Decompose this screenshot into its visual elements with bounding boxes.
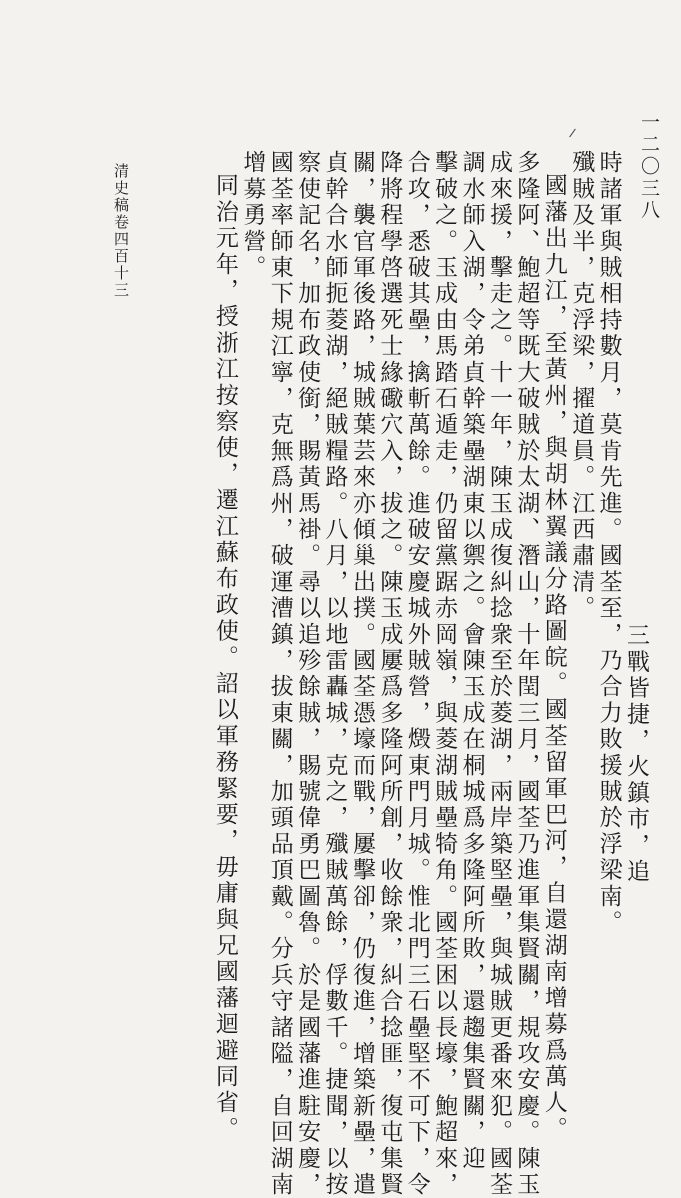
text-column: 成來援，擊走之。十一年，陳玉成復糾捻衆至於菱湖，兩岸築堅壘，與城賊更番來犯。國荃 bbox=[485, 150, 512, 1198]
text-column: 國荃率師東下規江寧，克無爲州，破運漕鎮，拔東關，加頭品頂戴。分兵守諸隘，自回湖南 bbox=[266, 150, 293, 1198]
text-column: 擊破之。玉成由馬踏石遁走，仍留黨踞赤岡嶺，與菱湖賊壘犄角。國荃困以長壕，鮑超來， bbox=[431, 150, 458, 1198]
text-column: 察使記名，加布政使銜，賜黃馬褂。尋以追殄餘賊，賜號偉勇巴圖魯。於是國藩進駐安慶， bbox=[294, 150, 321, 1198]
text-column: 調水師入湖，令弟貞幹築壘湖東以禦之。會陳玉成在桐城爲多隆阿所敗，還趨集賢關，迎 bbox=[458, 150, 485, 1172]
text-column: 時諸軍與賊相持數月，莫肯先進。國荃至，乃合力敗援賊於浮梁南。 bbox=[595, 150, 622, 936]
text-column: 多隆阿、鮑超等既大破賊於太湖、潛山，十年閏三月，國荃乃進軍集賢關，規攻安慶。陳玉 bbox=[513, 150, 540, 1198]
text-column: 貞幹合水師扼菱湖，絕賊糧路。八月，以地雷轟城，克之，殲賊萬餘，俘數千。捷聞，以按 bbox=[321, 150, 348, 1198]
ink-mark bbox=[569, 129, 576, 138]
text-column: 同治元年，授浙江按察使，遷江蘇布政使。詔以軍務緊要，毋庸與兄國藩迴避同省。 bbox=[211, 173, 238, 1143]
text-column: 殲賊及半，克浮梁，擢道員。江西肅清。 bbox=[568, 150, 595, 622]
text-column: 國藩出九江，至黃州，與胡林翼議分路圖皖。國荃留軍巴河，自還湖南增募爲萬人。 bbox=[540, 173, 567, 1143]
text-column: 三戰皆捷，火鎮市，追 bbox=[623, 623, 649, 885]
body-text bbox=[211, 150, 650, 1198]
page-number: 一二〇三八 bbox=[638, 112, 660, 222]
text-column: 增募勇營。 bbox=[239, 150, 266, 281]
text-column: 關，襲官軍後路，城賊葉芸來亦傾巢出撲。國荃憑壕而戰，屢擊卻，仍復進，增築新壘，遣 bbox=[348, 150, 375, 1198]
running-header: 清史稿卷四百十三 bbox=[112, 163, 130, 299]
text-column: 合攻，悉破其壘，擒斬萬餘。進破安慶城外賊營，燬東門月城。惟北門三石壘堅不可下，令 bbox=[403, 150, 430, 1198]
text-column: 降將程學啓選死士緣礮穴入，拔之。陳玉成屢爲多隆阿所創，收餘衆，糾合捻匪，復屯集賢 bbox=[376, 150, 403, 1198]
